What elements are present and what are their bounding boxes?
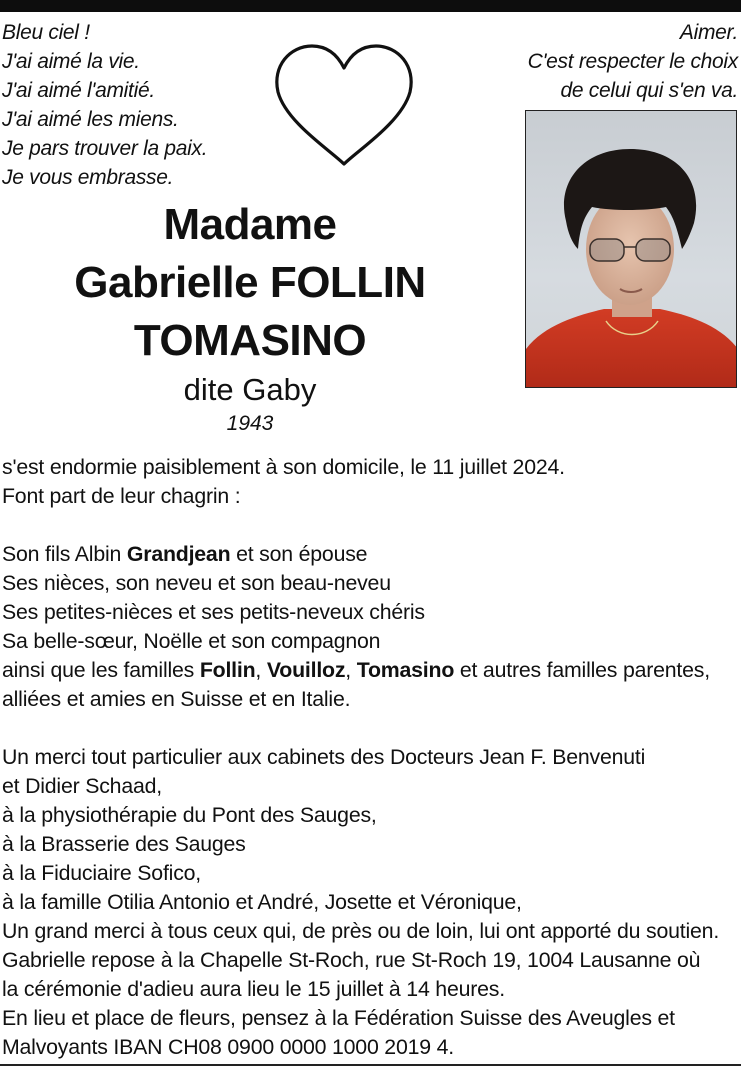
thanks-line: En lieu et place de fleurs, pensez à la Fédération Suisse des Aveugles et	[2, 1006, 675, 1030]
text-span: et son épouse	[230, 542, 368, 566]
poem-right-line: C'est respecter le choix	[527, 50, 738, 73]
birth-year: 1943	[226, 412, 274, 435]
poem-right-line: Aimer.	[679, 21, 738, 44]
salutation: Madame	[163, 200, 337, 249]
text-span: ainsi que les familles	[2, 658, 200, 682]
family-line	[2, 656, 719, 685]
poem-right	[528, 18, 738, 105]
deceased-name: Gabrielle FOLLIN	[74, 258, 426, 307]
heart-outline-icon	[272, 40, 416, 170]
deceased-surname: TOMASINO	[133, 316, 367, 365]
family-surname: Vouilloz	[266, 658, 346, 682]
text-span: et autres familles parentes,	[454, 658, 710, 682]
thanks-line: Malvoyants IBAN CH08 0900 0000 1000 2019 4.	[2, 1035, 454, 1059]
thanks-line: la cérémonie d'adieu aura lieu le 15 juillet à 14 heures.	[2, 977, 505, 1001]
poem-left-line: Bleu ciel !	[2, 21, 90, 44]
poem-left-line: J'ai aimé la vie.	[2, 50, 140, 73]
family-surname: Grandjean	[126, 542, 231, 566]
thanks-line: Un merci tout particulier aux cabinets des Docteurs Jean F. Benvenuti	[2, 745, 646, 769]
family-line: Ses nièces, son neveu et son beau-neveu	[2, 571, 391, 595]
poem-left-line: Je vous embrasse.	[2, 166, 174, 189]
family-line: Sa belle-sœur, Noëlle et son compagnon	[2, 629, 381, 653]
thanks-line: Gabrielle repose à la Chapelle St-Roch, rue St-Roch 19, 1004 Lausanne où	[2, 948, 701, 972]
deceased-name-block	[50, 196, 450, 438]
thanks-line: à la Brasserie des Sauges	[2, 832, 246, 856]
family-surname: Follin	[199, 658, 256, 682]
thanks-line: Un grand merci à tous ceux qui, de près ou de loin, lui ont apporté du soutien.	[2, 919, 720, 943]
family-line	[2, 540, 719, 569]
family-line: Ses petites-nièces et ses petits-neveux chéris	[2, 600, 425, 624]
top-rule	[0, 0, 741, 12]
blank-line	[2, 511, 719, 540]
thanks-line: et Didier Schaad,	[2, 774, 162, 798]
obituary-body	[2, 453, 719, 1062]
portrait-photo	[525, 110, 737, 388]
nickname: dite Gaby	[183, 372, 317, 407]
poem-left-line: J'ai aimé l'amitié.	[2, 79, 155, 102]
family-line: alliées et amies en Suisse et en Italie.	[2, 687, 351, 711]
family-surname: Tomasino	[356, 658, 455, 682]
text-span: ,	[255, 658, 267, 682]
portrait-illustration	[526, 111, 737, 388]
poem-right-line: de celui qui s'en va.	[560, 79, 738, 102]
blank-line	[2, 714, 719, 743]
thanks-line: à la famille Otilia Antonio et André, Josette et Véronique,	[2, 890, 522, 914]
text-span: ,	[345, 658, 357, 682]
announcement-line: Font part de leur chagrin :	[2, 484, 241, 508]
thanks-line: à la physiothérapie du Pont des Sauges,	[2, 803, 377, 827]
poem-left-line: Je pars trouver la paix.	[2, 137, 208, 160]
bottom-rule	[0, 1064, 741, 1066]
poem-left-line: J'ai aimé les miens.	[2, 108, 179, 131]
thanks-line: à la Fiduciaire Sofico,	[2, 861, 201, 885]
poem-left	[2, 18, 207, 192]
announcement-line: s'est endormie paisiblement à son domicile, le 11 juillet 2024.	[2, 455, 565, 479]
text-span: Son fils Albin	[2, 542, 127, 566]
